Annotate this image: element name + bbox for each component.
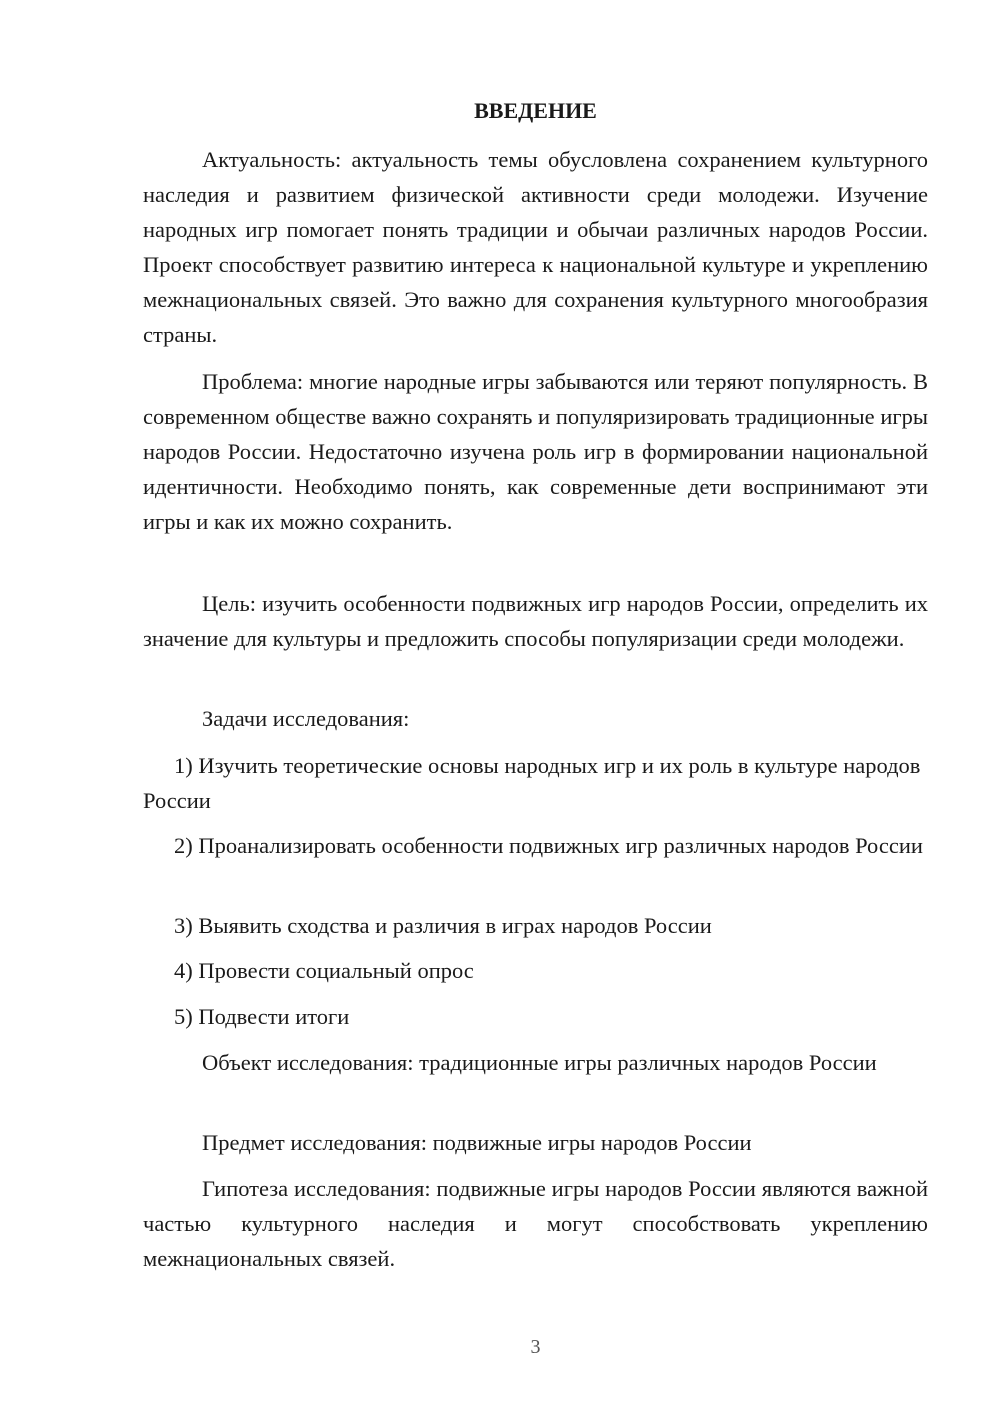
relevance-paragraph: Актуальность: актуальность темы обусловлена сохранением культурного наследия и развитием физической активности среди молодежи. Изучение народных игр помогает понять традиции и обычаи различных народов России. Проект способствует развитию интереса к национальной культуре и укреплению межнациональных связей. Это важно для сохранения культурного многообразия страны. (143, 147, 928, 347)
tasks-heading: Задачи исследования: (202, 706, 410, 731)
task-item-2: 2) Проанализировать особенности подвижных игр различных народов России (174, 833, 923, 858)
page-title: ВВЕДЕНИЕ (474, 98, 597, 123)
goal-paragraph: Цель: изучить особенности подвижных игр народов России, определить их значение для культуры и предложить способы популяризации среди молодежи. (143, 591, 928, 651)
task-item-1: 1) Изучить теоретические основы народных игр и их роль в культуре народов России (143, 753, 921, 813)
task-item-4: 4) Провести социальный опрос (174, 958, 474, 983)
object-paragraph: Объект исследования: традиционные игры различных народов России (202, 1050, 877, 1075)
hypothesis-paragraph: Гипотеза исследования: подвижные игры народов России являются важной частью культурного наследия и могут способствовать укреплению межнациональных связей. (143, 1176, 928, 1271)
page-number: 3 (530, 1336, 541, 1358)
task-item-5: 5) Подвести итоги (174, 1004, 350, 1029)
task-item-3: 3) Выявить сходства и различия в играх народов России (174, 913, 712, 938)
subject-paragraph: Предмет исследования: подвижные игры народов России (202, 1130, 752, 1155)
problem-paragraph: Проблема: многие народные игры забываются или теряют популярность. В современном обществе важно сохранять и популяризировать традиционные игры народов России. Недостаточно изучена роль игр в формировании национальной идентичности. Необходимо понять, как современные дети воспринимают эти игры и как их можно сохранить. (143, 369, 928, 534)
